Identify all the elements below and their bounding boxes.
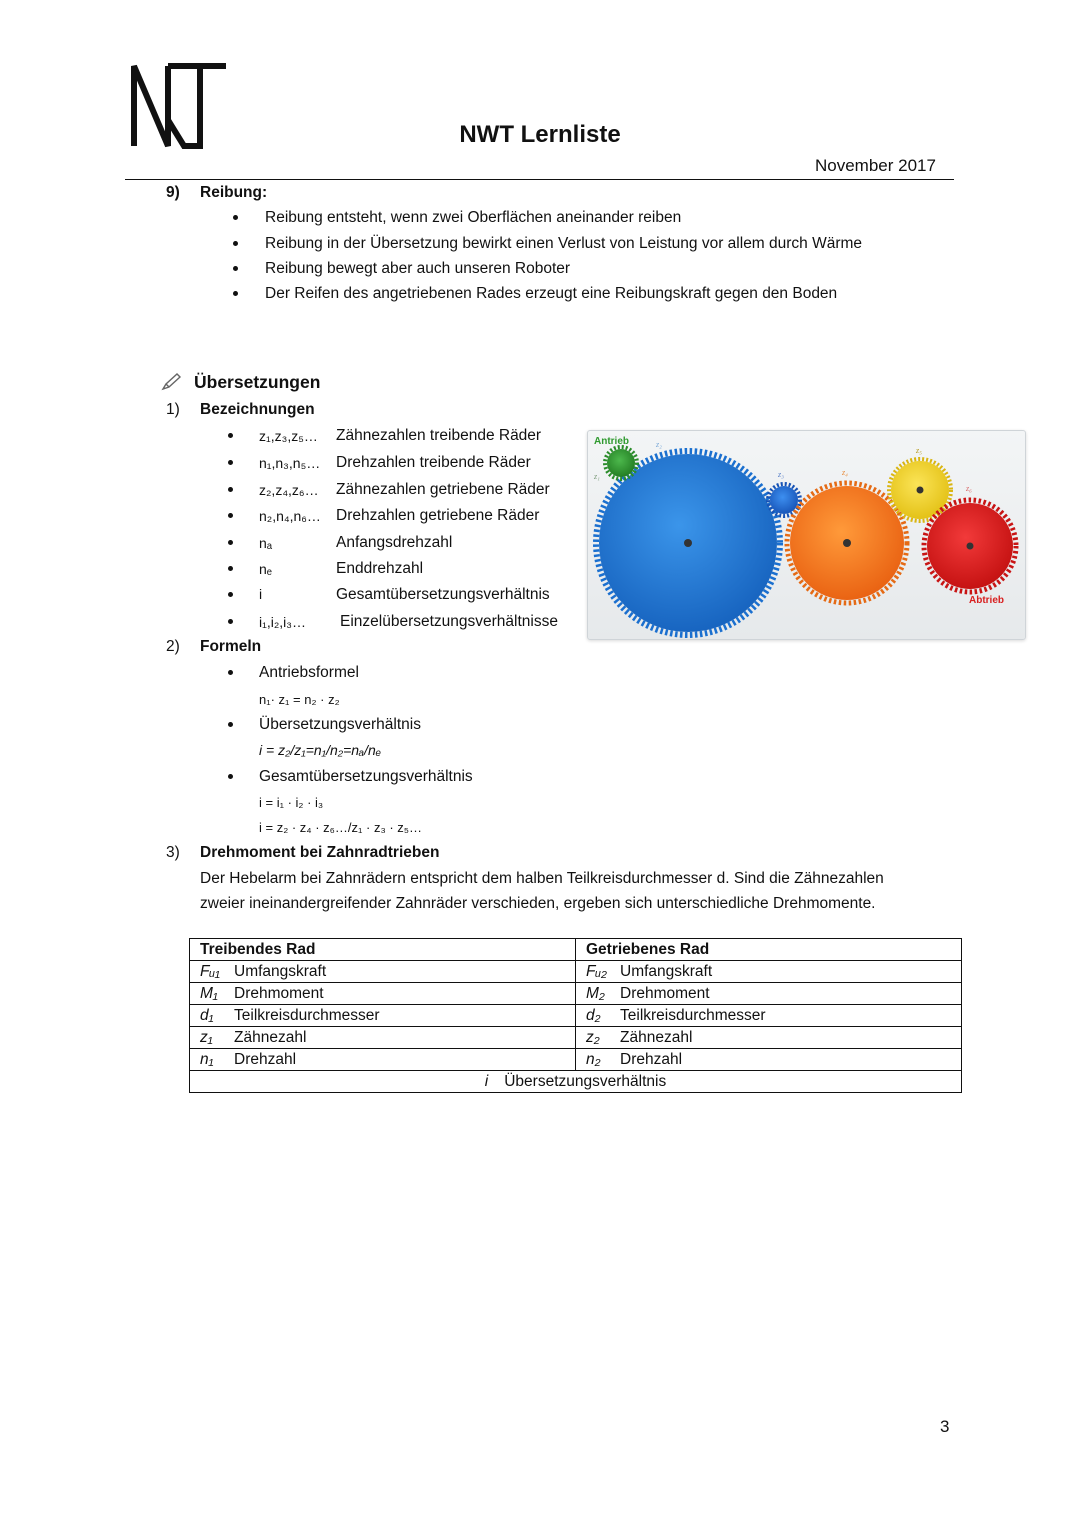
subsection-number: 2) (166, 638, 180, 655)
symbol: d₂ (586, 1007, 601, 1024)
gear-label: z₃ (778, 470, 784, 479)
gear-train-image (587, 430, 1026, 640)
description: Einzelübersetzungsverhältnisse (340, 613, 558, 630)
symbol: nₐ (259, 535, 272, 551)
subsection-title: Bezeichnungen (200, 401, 315, 418)
cell-text: Zähnezahl (234, 1029, 307, 1046)
gear-axle (917, 487, 924, 494)
table-cell (190, 1027, 576, 1049)
table-row (190, 983, 962, 1005)
formula-name: Übersetzungsverhältnis (259, 716, 421, 733)
formula: i = z₂ · z₄ · z₆…/z₁ · z₃ · z₅… (259, 820, 423, 835)
description: Zähnezahlen getriebene Räder (336, 481, 550, 498)
paragraph-line: zweier ineinandergreifender Zahnräder verschieden, ergeben sich unterschiedliche Drehmomente. (200, 895, 876, 912)
table-header: Getriebenes Rad (576, 939, 962, 961)
page-title: NWT Lernliste (459, 121, 621, 148)
subsection-title: Drehmoment bei Zahnradtrieben (200, 844, 440, 861)
section-heading: Übersetzungen (194, 372, 321, 392)
table-footer-row (190, 1071, 962, 1093)
symbol: n₁,n₃,n₅… (259, 455, 321, 471)
gear-axle (967, 543, 974, 550)
table-cell (190, 961, 576, 983)
gear-axle (684, 539, 692, 547)
table-cell (576, 983, 962, 1005)
table-cell (190, 983, 576, 1005)
symbol: z₁,z₃,z₅… (259, 428, 318, 444)
gear-label: z₆ (966, 484, 972, 493)
table-row (190, 1005, 962, 1027)
gear-label: z₅ (916, 446, 922, 455)
symbol: n₁ (200, 1051, 214, 1068)
small-blue-gear (770, 486, 798, 514)
symbol: i (484, 1073, 489, 1090)
bullet-icon (228, 774, 233, 779)
cell-text: Zähnezahl (620, 1029, 693, 1046)
gear-label: z₄ (842, 468, 848, 477)
bullet-icon (233, 266, 238, 271)
table-cell (576, 1027, 962, 1049)
cell-text: Teilkreisdurchmesser (620, 1007, 766, 1024)
subsection-number: 1) (166, 401, 180, 418)
cell-text: Drehzahl (234, 1051, 297, 1068)
table-cell (576, 961, 962, 983)
symbol: Fᵤ₁ (200, 963, 220, 980)
symbol: n₂,n₄,n₆… (259, 508, 321, 524)
bullet-icon (228, 487, 233, 492)
abtrieb-label: Abtrieb (969, 595, 1004, 606)
table-cell (190, 1071, 962, 1093)
section-9-title: Reibung: (200, 184, 268, 201)
bullet-icon (228, 670, 233, 675)
symbol: nₑ (259, 561, 272, 577)
paragraph-line: Der Hebelarm bei Zahnrädern entspricht dem halben Teilkreisdurchmesser d. Sind die Zähnezahlen (200, 870, 884, 887)
bullet-icon (233, 291, 238, 296)
formula: n₁· z₁ = n₂ · z₂ (259, 692, 340, 707)
cell-text: Umfangskraft (234, 963, 327, 980)
table-row (190, 1027, 962, 1049)
description: Drehzahlen treibende Räder (336, 454, 531, 471)
bullet-icon (233, 241, 238, 246)
table-row (190, 961, 962, 983)
table-header: Treibendes Rad (190, 939, 576, 961)
symbol: M₂ (586, 985, 605, 1002)
symbol: z₂,z₄,z₆… (259, 482, 319, 498)
bullet-icon (228, 433, 233, 438)
subsection-title: Formeln (200, 638, 262, 655)
bullet-icon (233, 215, 238, 220)
formula-name: Gesamtübersetzungsverhältnis (259, 768, 473, 785)
formula: i = z₂/z₁=n₁/n₂=nₐ/nₑ (259, 742, 382, 758)
bullet-icon (228, 619, 233, 624)
gear-train-illustration (588, 431, 1025, 639)
gear-label: z₁ (594, 472, 600, 481)
symbol: i₁,i₂,i₃… (259, 614, 306, 630)
bullet-icon (228, 540, 233, 545)
header-divider (125, 179, 954, 180)
antrieb-label: Antrieb (594, 436, 629, 447)
symbol: i (259, 586, 263, 602)
symbol: d₁ (200, 1007, 214, 1024)
description: Drehzahlen getriebene Räder (336, 507, 540, 524)
symbol: n₂ (586, 1051, 601, 1068)
description: Anfangsdrehzahl (336, 534, 453, 551)
bullet-icon (228, 722, 233, 727)
table-cell (576, 1049, 962, 1071)
cell-text: Drehmoment (234, 985, 324, 1002)
symbol: z₂ (586, 1029, 600, 1046)
symbol: z₁ (200, 1029, 213, 1046)
formula: i = i₁ · i₂ · i₃ (259, 795, 324, 810)
cell-text: Drehzahl (620, 1051, 683, 1068)
gear-label: z₂ (656, 440, 662, 449)
list-item: Der Reifen des angetriebenen Rades erzeugt eine Reibungskraft gegen den Boden (265, 285, 838, 302)
bullet-icon (228, 513, 233, 518)
formula-name: Antriebsformel (259, 664, 359, 681)
table-header-row (190, 939, 962, 961)
bullet-icon (228, 592, 233, 597)
green-gear (607, 449, 635, 477)
cell-text: Teilkreisdurchmesser (234, 1007, 380, 1024)
description: Zähnezahlen treibende Räder (336, 427, 542, 444)
list-item: Reibung bewegt aber auch unseren Roboter (265, 260, 571, 277)
list-item: Reibung in der Übersetzung bewirkt einen Verlust von Leistung vor allem durch Wärme (265, 235, 863, 252)
description: Enddrehzahl (336, 560, 424, 577)
subsection-number: 3) (166, 844, 180, 861)
bullet-icon (228, 460, 233, 465)
description: Gesamtübersetzungsverhältnis (336, 586, 550, 603)
symbol: Fᵤ₂ (586, 963, 607, 980)
cell-text: Umfangskraft (620, 963, 713, 980)
symbol: M₁ (200, 985, 218, 1002)
table-cell (190, 1005, 576, 1027)
gear-axle (843, 539, 851, 547)
bullet-icon (228, 566, 233, 571)
section-9-number: 9) (166, 184, 180, 201)
table-cell (190, 1049, 576, 1071)
cell-text: Drehmoment (620, 985, 710, 1002)
pencil-icon (160, 372, 182, 392)
page-number: 3 (940, 1417, 950, 1436)
table-cell (576, 1005, 962, 1027)
torque-table (189, 938, 962, 1093)
list-item: Reibung entsteht, wenn zwei Oberflächen aneinander reiben (265, 209, 682, 226)
cell-text: Übersetzungsverhältnis (504, 1073, 667, 1090)
table-row (190, 1049, 962, 1071)
header-date: November 2017 (815, 156, 936, 175)
